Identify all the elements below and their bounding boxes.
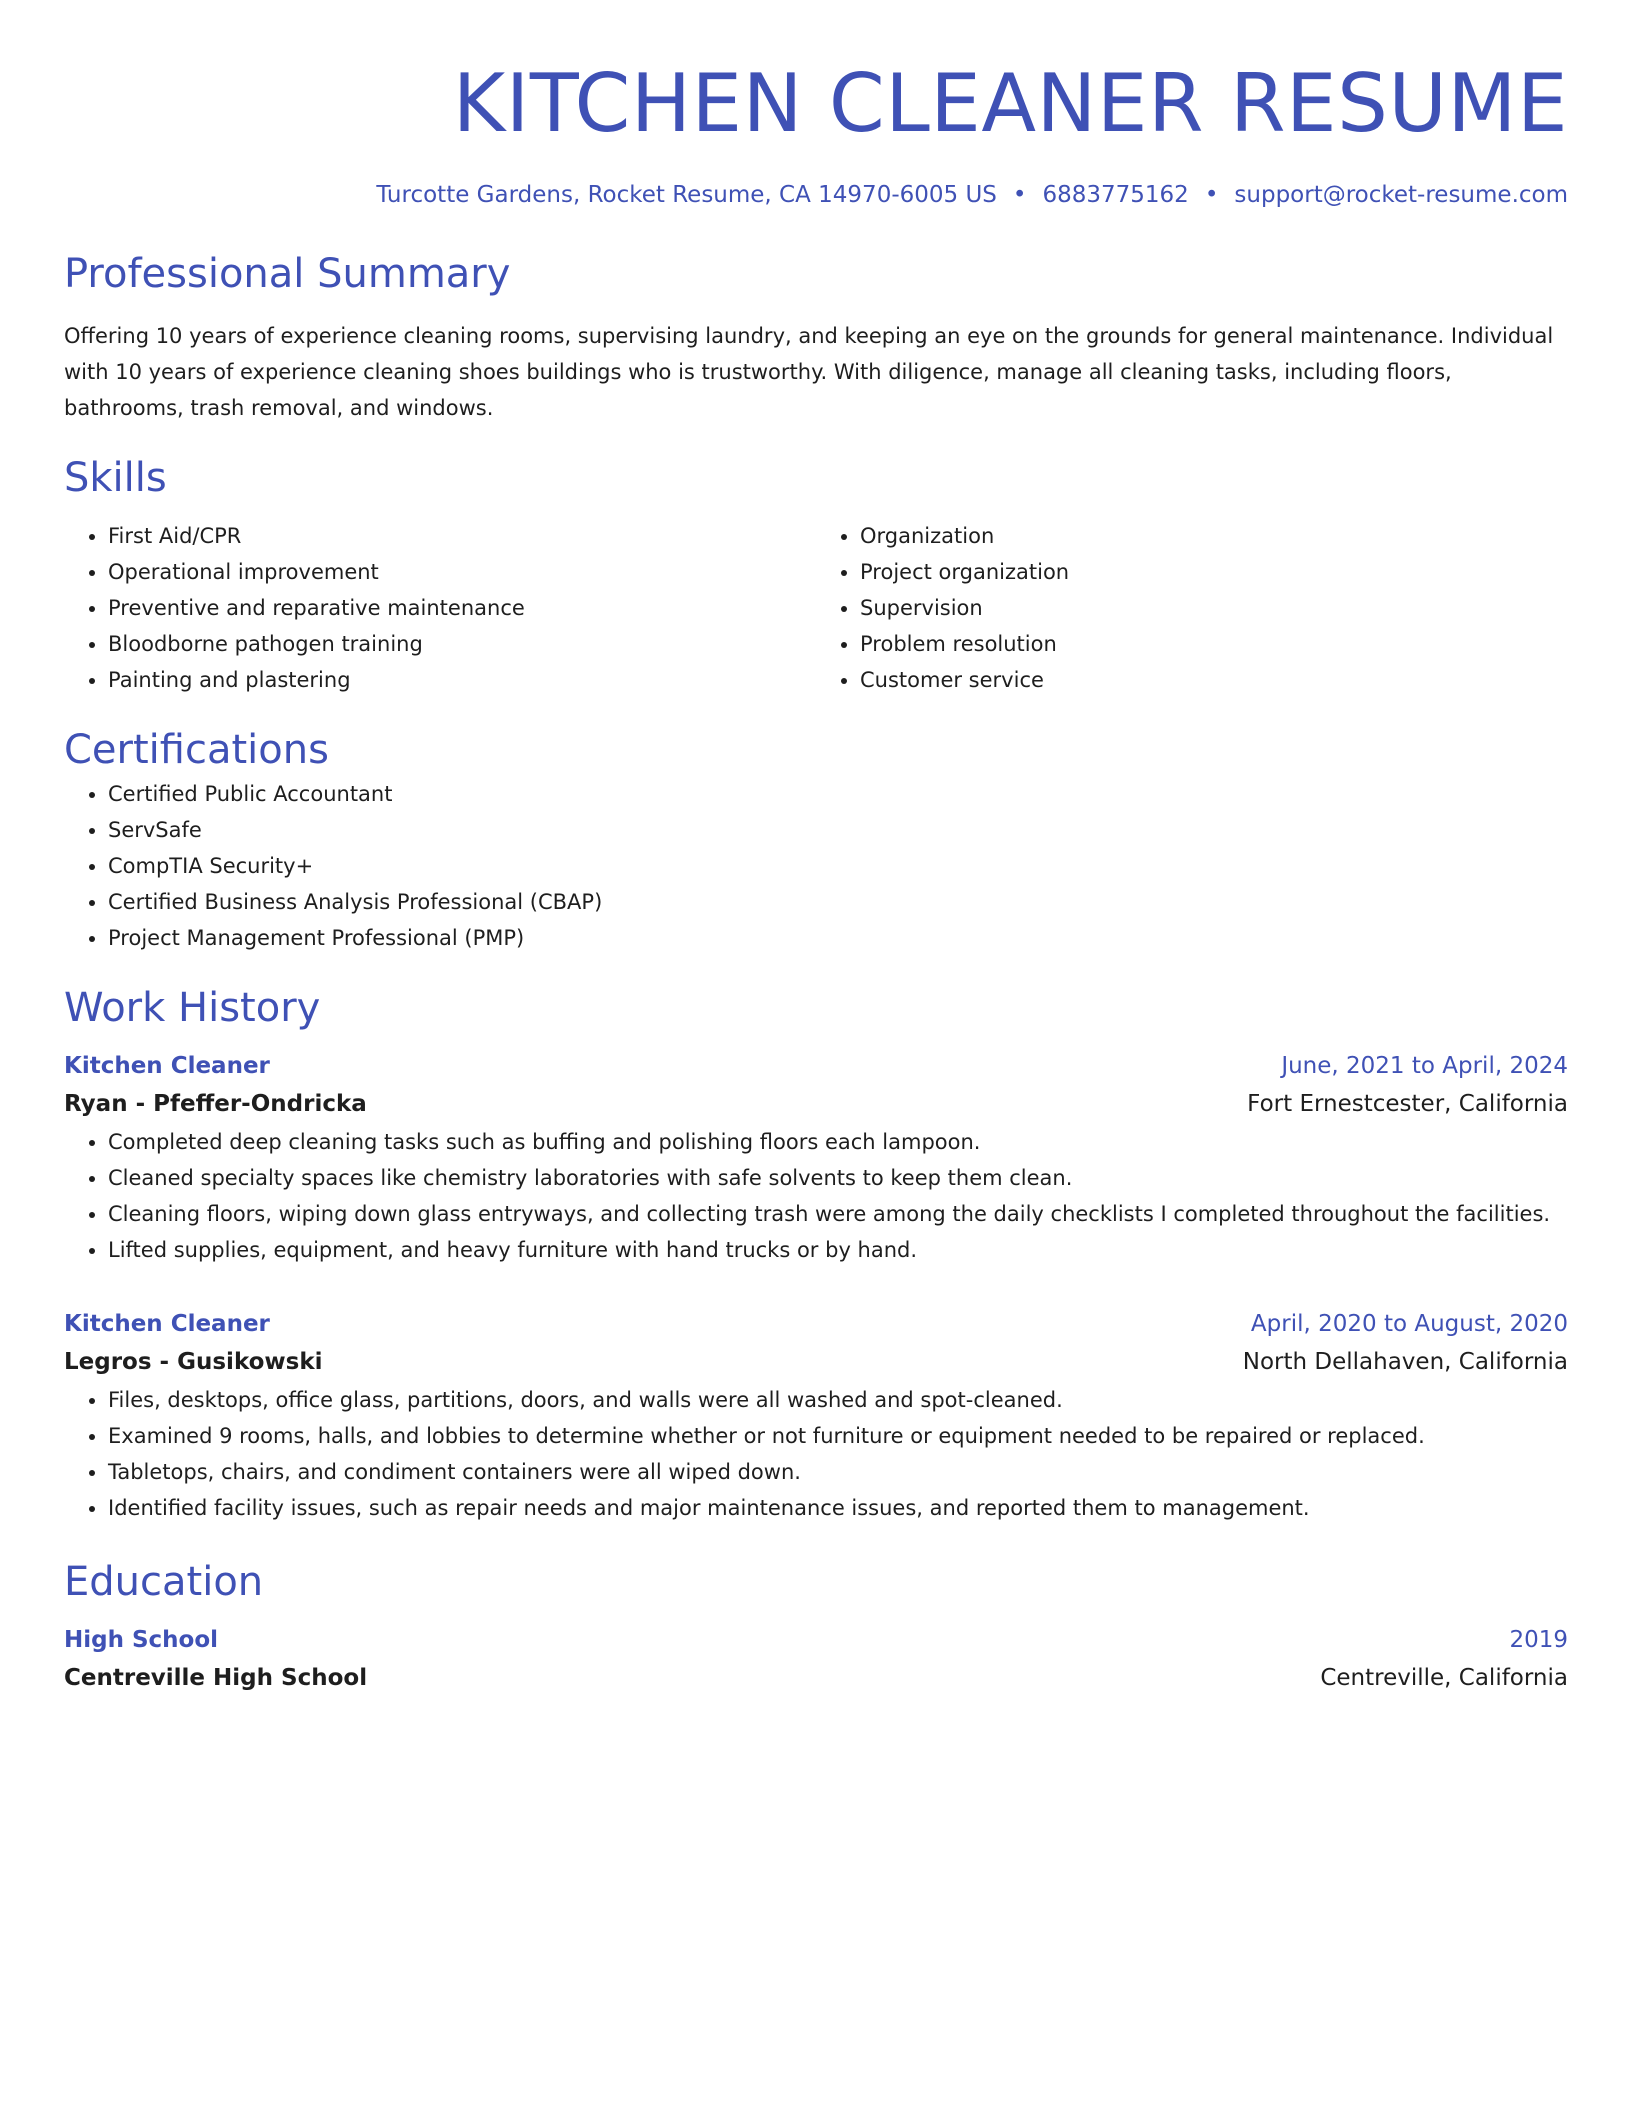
job-entry: [64, 1048, 1568, 1268]
job-duty: • Cleaned specialty spaces like chemistry laboratories with safe solvents to keep them clean.: [108, 1160, 1568, 1196]
skills-list-left: [64, 518, 816, 698]
education-school: Centreville High School: [64, 1665, 368, 1691]
job-employer: Ryan - Pfeffer-Ondricka: [64, 1091, 367, 1117]
summary-text: Offering 10 years of experience cleaning rooms, supervising laundry, and keeping an eye on the grounds for general maintenance. Individual with 10 years of experience cleaning shoes buildings who is trustworthy. With diligence, manage all cleaning tasks, including floors, bathrooms, trash removal, and windows.: [64, 324, 1554, 420]
contact-separator: •: [1204, 182, 1219, 208]
job-duties-list: [64, 1382, 1568, 1526]
contact-separator: •: [1012, 182, 1027, 208]
contact-phone: 6883775162: [1042, 182, 1189, 208]
education-entry: [64, 1622, 1568, 1698]
job-employer-row: [64, 1084, 1568, 1124]
skills-heading: Skills: [64, 455, 167, 501]
education-degree-row: [64, 1622, 1568, 1658]
skill-item: • Bloodborne pathogen training: [108, 626, 816, 662]
skill-item: • Operational improvement: [108, 554, 816, 590]
skill-item: • Project organization: [860, 554, 1568, 590]
job-duties-list: [64, 1124, 1568, 1268]
certifications-list: [64, 776, 1568, 956]
job-title: Kitchen Cleaner: [64, 1053, 270, 1079]
certifications-heading: Certifications: [64, 727, 329, 773]
job-duty: • Lifted supplies, equipment, and heavy furniture with hand trucks or by hand.: [108, 1232, 1568, 1268]
summary-section: [64, 248, 1568, 426]
job-title: Kitchen Cleaner: [64, 1311, 270, 1337]
certification-item: • Certified Public Accountant: [108, 776, 1568, 812]
education-year: 2019: [1509, 1627, 1568, 1653]
resume-header: [64, 0, 1568, 212]
skills-list-right: [816, 518, 1568, 698]
summary-heading: Professional Summary: [64, 251, 511, 297]
job-duty: • Identified facility issues, such as repair needs and major maintenance issues, and reported them to management.: [108, 1490, 1568, 1526]
skill-item: • Problem resolution: [860, 626, 1568, 662]
skill-item: • Painting and plastering: [108, 662, 816, 698]
certification-item: • ServSafe: [108, 812, 1568, 848]
job-title-row: [64, 1048, 1568, 1084]
skills-column-right: [816, 518, 1568, 698]
job-duty: • Cleaning floors, wiping down glass entryways, and collecting trash were among the daily checklists I completed throughout the facilities.: [108, 1196, 1568, 1232]
contact-address: Turcotte Gardens, Rocket Resume, CA 14970-6005 US: [376, 182, 997, 208]
certification-item: • CompTIA Security+: [108, 848, 1568, 884]
work-history-heading: Work History: [64, 985, 321, 1031]
job-duty: • Tabletops, chairs, and condiment containers were all wiped down.: [108, 1454, 1568, 1490]
skill-item: • Customer service: [860, 662, 1568, 698]
job-employer: Legros - Gusikowski: [64, 1349, 323, 1375]
work-history-section: [64, 982, 1568, 1526]
job-duty: • Examined 9 rooms, halls, and lobbies to determine whether or not furniture or equipment needed to be repaired or replaced.: [108, 1418, 1568, 1454]
job-duty: • Files, desktops, office glass, partitions, doors, and walls were all washed and spot-cleaned.: [108, 1382, 1568, 1418]
education-degree: High School: [64, 1627, 219, 1653]
contact-line: [64, 178, 1568, 212]
job-employer-row: [64, 1342, 1568, 1382]
job-title-row: [64, 1306, 1568, 1342]
skills-grid: [64, 518, 1568, 698]
skill-item: • Preventive and reparative maintenance: [108, 590, 816, 626]
skill-item: • First Aid/CPR: [108, 518, 816, 554]
skill-item: • Organization: [860, 518, 1568, 554]
certification-item: • Project Management Professional (PMP): [108, 920, 1568, 956]
resume-title: KITCHEN CLEANER RESUME: [452, 57, 1568, 150]
job-location: Fort Ernestcester, California: [1247, 1091, 1568, 1117]
contact-email: support@rocket-resume.com: [1234, 182, 1568, 208]
job-duty: • Completed deep cleaning tasks such as buffing and polishing floors each lampoon.: [108, 1124, 1568, 1160]
skill-item: • Supervision: [860, 590, 1568, 626]
skills-column-left: [64, 518, 816, 698]
job-entry: [64, 1306, 1568, 1526]
job-dates: June, 2021 to April, 2024: [1281, 1053, 1568, 1079]
certification-item: • Certified Business Analysis Professional (CBAP): [108, 884, 1568, 920]
education-school-row: [64, 1658, 1568, 1698]
skills-section: [64, 452, 1568, 698]
certifications-section: [64, 724, 1568, 956]
education-location: Centreville, California: [1320, 1665, 1568, 1691]
education-section: [64, 1556, 1568, 1698]
job-location: North Dellahaven, California: [1242, 1349, 1568, 1375]
job-dates: April, 2020 to August, 2020: [1250, 1311, 1568, 1337]
education-heading: Education: [64, 1559, 264, 1605]
